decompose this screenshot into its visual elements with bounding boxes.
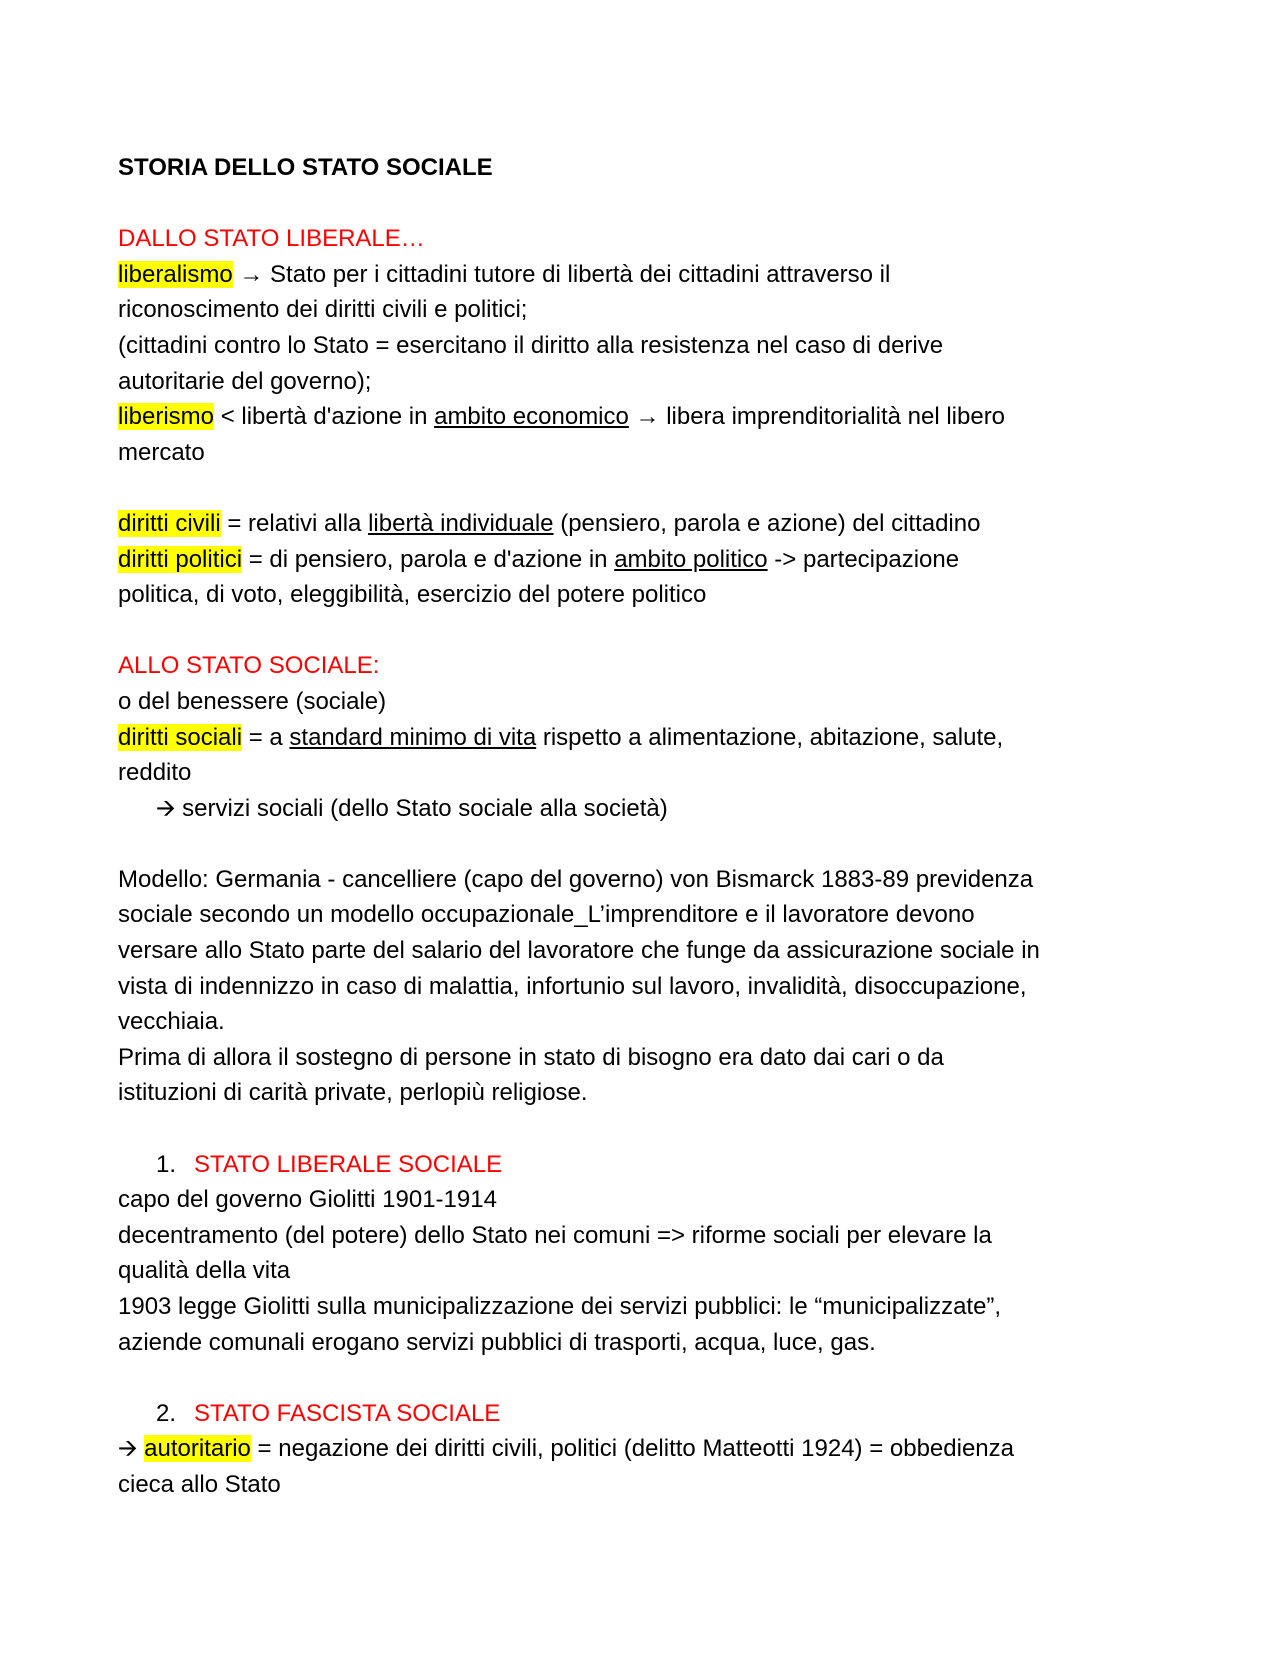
text-run: = relativi alla bbox=[220, 509, 369, 537]
paragraph-line: sociale secondo un modello occupazionale_L’imprenditore e il lavoratore devono bbox=[118, 901, 975, 929]
paragraph-line: aziende comunali erogano servizi pubblici di trasporti, acqua, luce, gas. bbox=[118, 1328, 876, 1356]
blank-line bbox=[118, 1111, 1168, 1147]
paragraph-line: capo del governo Giolitti 1901-1914 bbox=[118, 1186, 497, 1214]
paragraph-line: vecchiaia. bbox=[118, 1008, 225, 1036]
highlighted-term: liberismo bbox=[118, 403, 215, 431]
highlighted-term: diritti civili bbox=[118, 509, 221, 537]
underlined-text: standard minimo di vita bbox=[289, 723, 537, 751]
paragraph-line: Modello: Germania - cancelliere (capo del governo) von Bismarck 1883-89 previdenza bbox=[118, 865, 1034, 893]
paragraph-line bbox=[118, 399, 1168, 435]
paragraph-line: versare allo Stato parte del salario del lavoratore che funge da assicurazione sociale in bbox=[118, 937, 1040, 965]
numbered-heading-liberale-sociale bbox=[118, 1147, 1168, 1183]
underlined-text: ambito politico bbox=[614, 545, 768, 573]
paragraph-line bbox=[118, 257, 1168, 293]
section-heading-liberale: DALLO STATO LIBERALE… bbox=[118, 225, 425, 253]
numbered-heading-text: STATO LIBERALE SOCIALE bbox=[194, 1150, 503, 1178]
section-heading-sociale: ALLO STATO SOCIALE: bbox=[118, 652, 380, 680]
paragraph-line: (cittadini contro lo Stato = esercitano il diritto alla resistenza nel caso di derive bbox=[118, 331, 944, 359]
arrow-bullet-line: 🡪 servizi sociali (dello Stato sociale alla società) bbox=[156, 794, 668, 822]
text-run: = a bbox=[242, 723, 290, 751]
list-number: 1. bbox=[156, 1150, 177, 1178]
text-run: < libertà d'azione in bbox=[214, 403, 435, 431]
blank-line bbox=[118, 613, 1168, 649]
blank-line bbox=[118, 186, 1168, 222]
paragraph-line: o del benessere (sociale) bbox=[118, 687, 387, 715]
text-run: = di pensiero, parola e d'azione in bbox=[242, 545, 615, 573]
highlighted-term: diritti politici bbox=[118, 545, 243, 573]
underlined-text: libertà individuale bbox=[368, 509, 554, 537]
paragraph-line: reddito bbox=[118, 759, 192, 787]
text-run: rispetto a alimentazione, abitazione, salute, bbox=[536, 723, 1004, 751]
numbered-heading-text: STATO FASCISTA SOCIALE bbox=[194, 1399, 501, 1427]
text-run: → libera imprenditorialità nel libero bbox=[628, 403, 1006, 431]
paragraph-line: decentramento (del potere) dello Stato nei comuni => riforme sociali per elevare la bbox=[118, 1221, 992, 1249]
paragraph-line: politica, di voto, eleggibilità, esercizio del potere politico bbox=[118, 581, 707, 609]
blank-line bbox=[118, 826, 1168, 862]
highlighted-term: liberalismo bbox=[118, 260, 233, 288]
paragraph-line bbox=[118, 542, 1168, 578]
highlighted-term: autoritario bbox=[144, 1435, 251, 1463]
paragraph-line: riconoscimento dei diritti civili e politici; bbox=[118, 296, 528, 324]
text-run: → Stato per i cittadini tutore di libertà dei cittadini attraverso il bbox=[232, 260, 891, 288]
paragraph-line bbox=[118, 720, 1168, 756]
paragraph-line: istituzioni di carità private, perlopiù religiose. bbox=[118, 1079, 588, 1107]
paragraph-line: autoritarie del governo); bbox=[118, 367, 372, 395]
paragraph-line: 1903 legge Giolitti sulla municipalizzazione dei servizi pubblici: le “municipalizzate”, bbox=[118, 1293, 1002, 1320]
paragraph-line bbox=[118, 1431, 1168, 1467]
text-run: = negazione dei diritti civili, politici (delitto Matteotti 1924) = obbedienza bbox=[250, 1435, 1014, 1463]
paragraph-line: Prima di allora il sostegno di persone in stato di bisogno era dato dai cari o da bbox=[118, 1043, 944, 1071]
document-title: STORIA DELLO STATO SOCIALE bbox=[118, 154, 493, 181]
paragraph-line: cieca allo Stato bbox=[118, 1470, 281, 1498]
arrow-icon: 🡪 bbox=[118, 1435, 145, 1463]
paragraph-line: mercato bbox=[118, 438, 205, 466]
paragraph-line: vista di indennizzo in caso di malattia, infortunio sul lavoro, invalidità, disoccupazione, bbox=[118, 972, 1027, 1000]
text-run: -> partecipazione bbox=[767, 545, 960, 573]
paragraph-line: qualità della vita bbox=[118, 1257, 291, 1285]
numbered-heading-fascista-sociale bbox=[118, 1396, 1168, 1432]
document-page bbox=[118, 150, 1168, 1503]
blank-line bbox=[118, 470, 1168, 506]
text-run: (pensiero, parola e azione) del cittadino bbox=[553, 509, 981, 537]
underlined-text: ambito economico bbox=[434, 403, 629, 431]
blank-line bbox=[118, 1360, 1168, 1396]
highlighted-term: diritti sociali bbox=[118, 723, 243, 751]
paragraph-line bbox=[118, 506, 1168, 542]
list-number: 2. bbox=[156, 1399, 177, 1427]
